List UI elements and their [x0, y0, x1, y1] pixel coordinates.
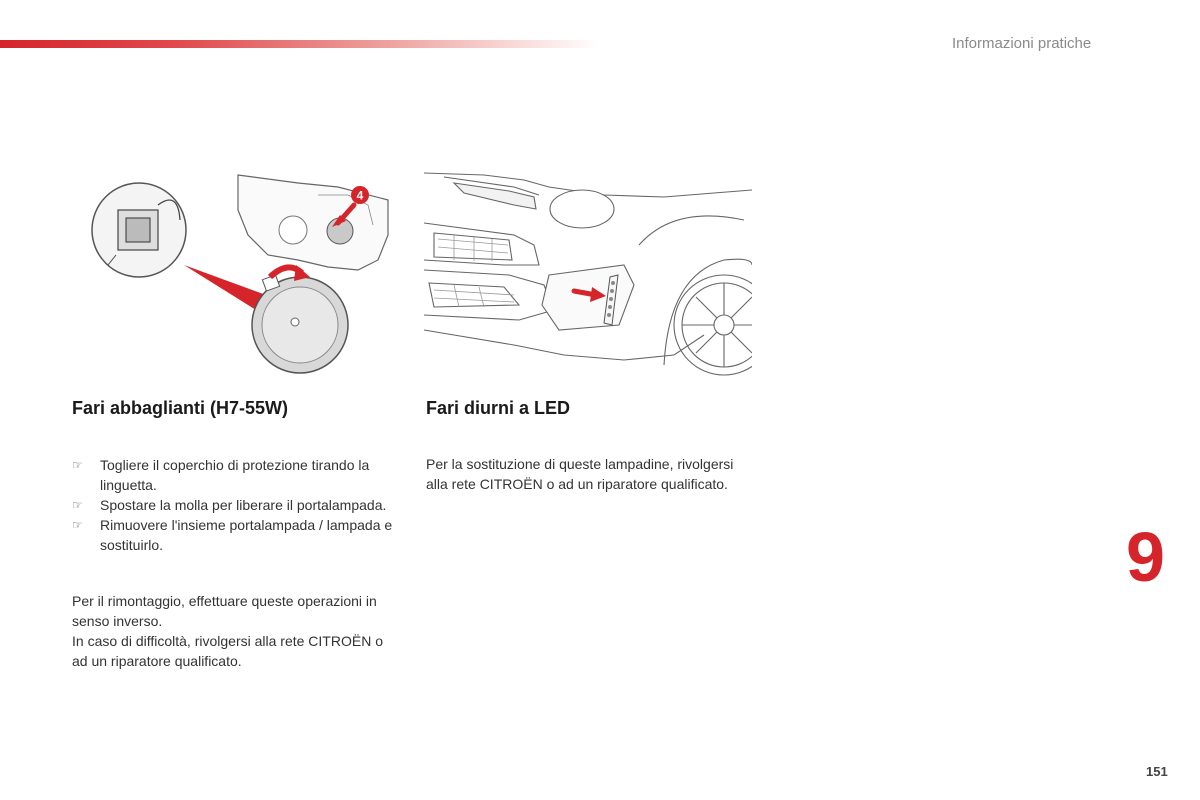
- svg-text:4: 4: [356, 188, 364, 203]
- car-front-illustration: [424, 165, 752, 385]
- header-accent-bar: [0, 40, 600, 48]
- protective-cap: [252, 265, 348, 373]
- pointing-hand-icon: ☞: [72, 518, 83, 532]
- section-title: Informazioni pratiche: [952, 35, 1092, 52]
- pointing-hand-icon: ☞: [72, 458, 83, 472]
- wheel: [674, 275, 752, 375]
- heading-led-drl: Fari diurni a LED: [426, 398, 571, 418]
- pointer-arrow: [184, 265, 266, 310]
- page-number: 151: [1146, 764, 1168, 779]
- list-item: ☞ Rimuovere l'insieme portalampada / lampada e sostituirlo.: [72, 517, 393, 553]
- chapter-number: 9: [1126, 518, 1165, 596]
- list-item: ☞ Spostare la molla per liberare il portalampada.: [72, 497, 387, 513]
- headlamp-illustration: [88, 165, 400, 380]
- bulb-holder-inset: [92, 183, 186, 277]
- pointing-hand-icon: ☞: [72, 498, 83, 512]
- heading-high-beam: Fari abbaglianti (H7-55W): [72, 398, 289, 418]
- list-item: ☞ Togliere il coperchio di protezione tirando la linguetta.: [72, 457, 370, 493]
- reassembly-note: Per il rimontaggio, effettuare queste operazioni in senso inverso. In caso di difficoltà, rivolgersi alla rete CITROËN o ad un riparatore qualificato.: [72, 593, 383, 669]
- instruction-list: [72, 455, 402, 555]
- led-note: Per la sostituzione di queste lampadine, rivolgersi alla rete CITROËN o ad un riparatore qualificato.: [426, 456, 734, 492]
